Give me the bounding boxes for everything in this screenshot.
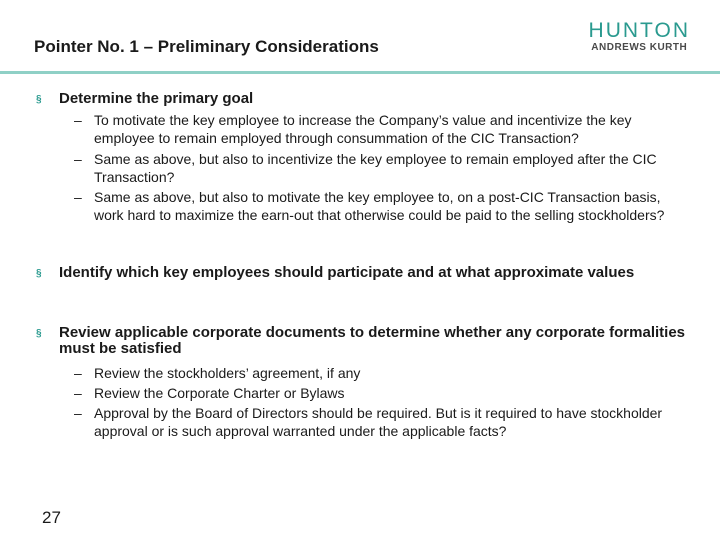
bullet-text: Identify which key employees should participate and at what approximate values (59, 264, 635, 281)
bullet-identify-employees (36, 265, 686, 281)
dash-marker: – (74, 112, 82, 128)
sub-item (74, 188, 689, 224)
slide-title: Pointer No. 1 – Preliminary Considerations (34, 37, 379, 56)
sub-item-text: Approval by the Board of Directors should be required. But is it required to have stockholder approval or is such approval warranted under the applicable facts? (94, 405, 663, 439)
hunton-andrews-kurth-logo (589, 20, 690, 54)
dash-marker: – (74, 189, 82, 205)
page-number: 27 (42, 508, 61, 527)
logo-top-text: HUNTON (588, 19, 690, 42)
dash-marker: – (74, 151, 82, 167)
bullet-marker: § (36, 328, 42, 339)
dash-marker: – (74, 365, 82, 381)
bullet-marker: § (36, 94, 42, 105)
sub-item-text: Review the Corporate Charter or Bylaws (94, 385, 345, 401)
sub-item-text: To motivate the key employee to increase the Company’s value and incentivize the key employee to remain employed through consummation of the CIC Transaction? (94, 112, 632, 146)
sub-item-text: Same as above, but also to incentivize the key employee to remain employed after the CIC Transaction? (94, 151, 657, 185)
sub-item (74, 364, 689, 382)
sub-item-text: Review the stockholders’ agreement, if any (94, 365, 361, 381)
bullet-text: Review applicable corporate documents to determine whether any corporate formalities must be satisfied (59, 324, 686, 357)
bullet-review-documents (36, 325, 686, 357)
bullet-determine-goal (36, 91, 686, 107)
dash-marker: – (74, 385, 82, 401)
sub-item (74, 404, 689, 440)
sub-item (74, 111, 689, 147)
title-divider (0, 71, 720, 74)
logo-bottom-text: ANDREWS KURTH (591, 42, 688, 53)
sub-item (74, 150, 689, 186)
sub-item-text: Same as above, but also to motivate the key employee to, on a post-CIC Transaction basis, work hard to maximize the earn-out that otherwise could be paid to the selling stockholders? (94, 189, 665, 223)
bullet-marker: § (36, 268, 42, 279)
sub-item (74, 384, 689, 402)
bullet-text: Determine the primary goal (59, 90, 254, 107)
dash-marker: – (74, 405, 82, 421)
